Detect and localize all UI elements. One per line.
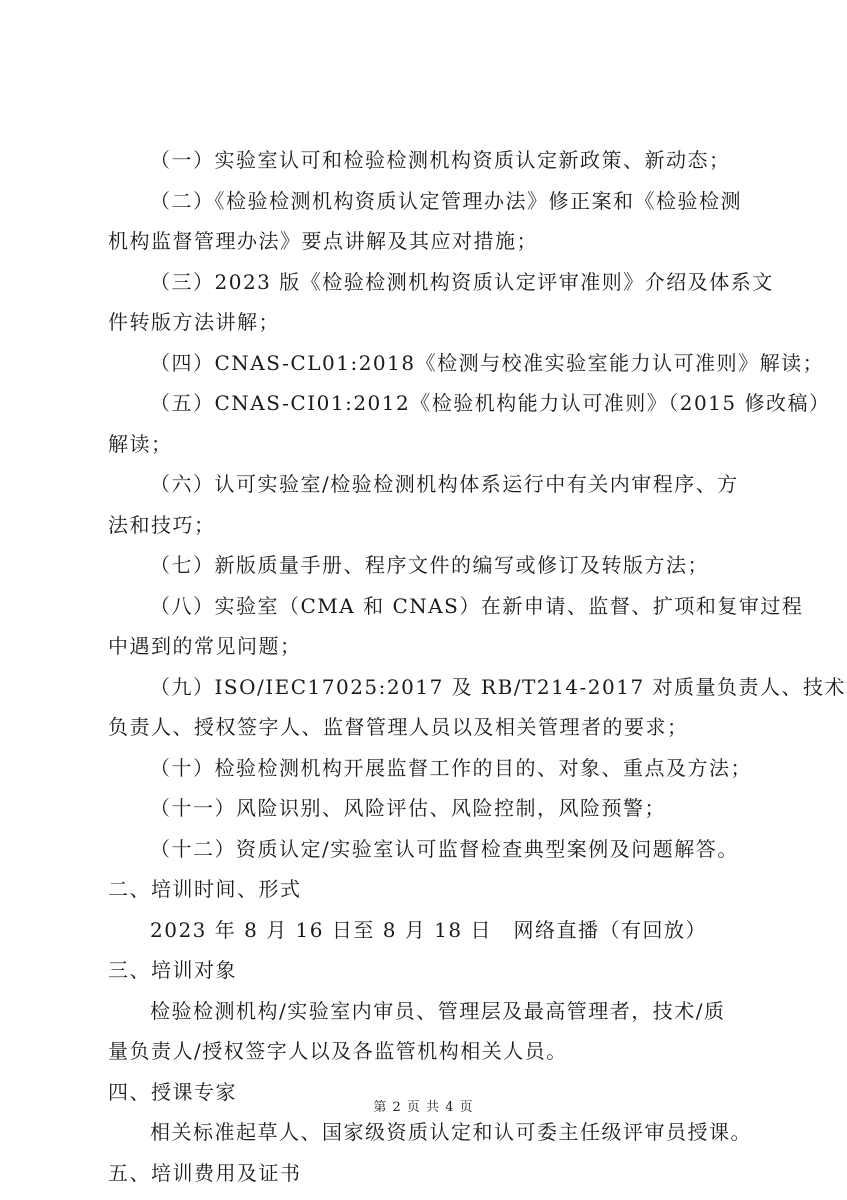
item-9-line-1: （九）ISO/IEC17025:2017 及 RB/T214-2017 对质量负责人、技术 — [150, 674, 847, 699]
item-3-line-2: 件转版方法讲解； — [108, 310, 280, 334]
item-10: （十）检验检测机构开展监督工作的目的、对象、重点及方法； — [150, 755, 752, 780]
item-4: （四）CNAS-CL01:2018《检测与校准实验室能力认可准则》解读； — [150, 350, 825, 375]
section-3-body-line-2: 量负责人/授权签字人以及各监管机构相关人员。 — [108, 1039, 568, 1063]
section-4-body: 相关标准起草人、国家级资质认定和认可委主任级评审员授课。 — [150, 1120, 752, 1144]
section-4-heading: 四、授课专家 — [108, 1079, 237, 1104]
section-5-heading: 五、培训费用及证书 — [108, 1160, 302, 1185]
item-6-line-1: （六）认可实验室/检验检测机构体系运行中有关内审程序、方 — [150, 472, 739, 496]
section-2-body: 2023 年 8 月 16 日至 8 月 18 日 网络直播（有回放） — [150, 917, 707, 942]
item-2-line-2: 机构监督管理办法》要点讲解及其应对措施； — [108, 229, 538, 253]
section-3-body-line-1: 检验检测机构/实验室内审员、管理层及最高管理者，技术/质 — [150, 998, 726, 1023]
document-body — [108, 140, 847, 1193]
item-11: （十一）风险识别、风险评估、风险控制，风险预警； — [150, 796, 666, 820]
item-3-line-1: （三）2023 版《检验检测机构资质认定评审准则》介绍及体系文 — [150, 269, 774, 294]
item-12: （十二）资质认定/实验室认可监督检查典型案例及问题解答。 — [150, 836, 739, 861]
item-5-line-2: 解读； — [108, 431, 173, 456]
item-1: （一）实验室认可和检验检测机构资质认定新政策、新动态； — [150, 148, 731, 172]
section-2-heading: 二、培训时间、形式 — [108, 877, 302, 901]
item-6-line-2: 法和技巧； — [108, 512, 216, 537]
item-2-line-1: （二）《检验检测机构资质认定管理办法》修正案和《检验检测 — [150, 188, 742, 213]
item-8-line-2: 中遇到的常见问题； — [108, 634, 302, 658]
item-5-line-1: （五）CNAS-CI01:2012《检验机构能力认可准则》（2015 修改稿） — [150, 391, 831, 415]
page-number-footer: 第 2 页 共 4 页 — [373, 1100, 474, 1115]
item-7: （七）新版质量手册、程序文件的编写或修订及转版方法； — [150, 553, 709, 577]
item-9-line-2: 负责人、授权签字人、监督管理人员以及相关管理者的要求； — [108, 715, 689, 739]
item-8-line-1: （八）实验室（CMA 和 CNAS）在新申请、监督、扩项和复审过程 — [150, 593, 804, 618]
section-3-heading: 三、培训对象 — [108, 958, 237, 982]
